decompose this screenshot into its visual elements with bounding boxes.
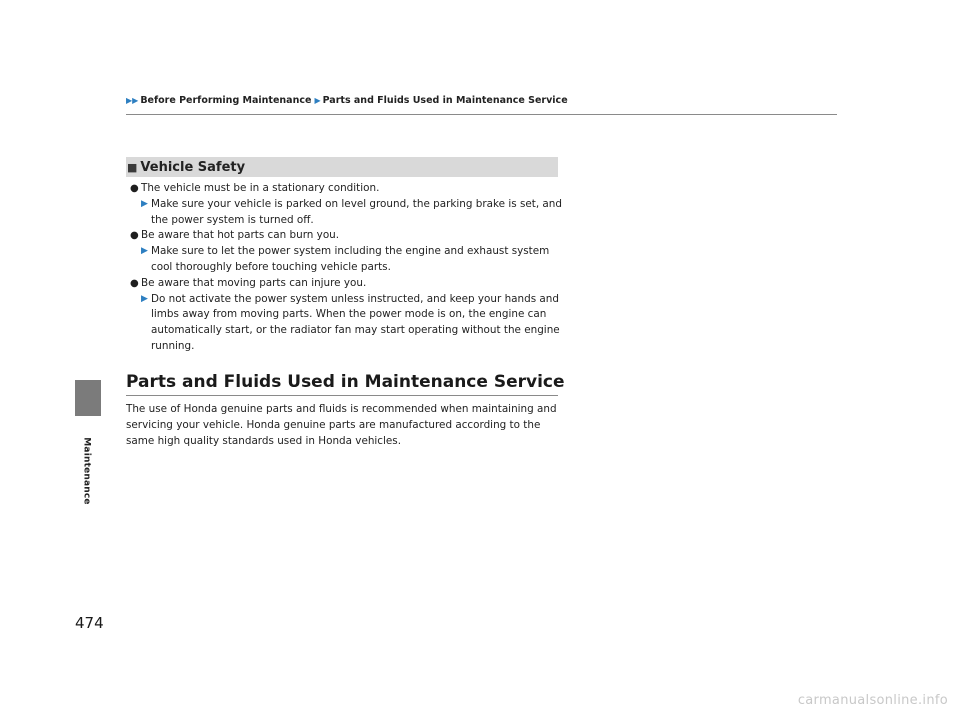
bullet-text: Be aware that moving parts can injure you.	[141, 276, 367, 289]
breadcrumb-item-before-maintenance[interactable]: Before Performing Maintenance	[140, 95, 312, 106]
arrow-right-icon: ▶	[141, 246, 148, 257]
breadcrumb-arrow-icon: ▶▶	[126, 96, 139, 105]
sub-bullet-text: Do not activate the power system unless instructed, and keep your hands and limbs away from moving parts. When the power mode is on, the engine can automatically start, or the radiator fan may start operating without the engine running.	[151, 292, 560, 352]
sub-bullet-text: Make sure your vehicle is parked on level ground, the parking brake is set, and the power system is turned off.	[151, 197, 562, 226]
parts-fluids-paragraph: The use of Honda genuine parts and fluids is recommended when maintaining and servicing your vehicle. Honda genuine parts are manufactured according to the same high quality standards used in Honda vehicles.	[126, 403, 557, 447]
sidebar-tab-label	[77, 436, 97, 506]
square-bullet-icon: ■	[127, 160, 138, 174]
list-sub-item	[130, 292, 562, 355]
sidebar-tab-marker	[75, 380, 101, 416]
sub-bullet-text: Make sure to let the power system including the engine and exhaust system cool thoroughly before touching vehicle parts.	[151, 245, 550, 273]
bullet-dot-icon: ●	[130, 277, 139, 289]
header-divider	[126, 114, 837, 115]
breadcrumb-arrow-icon: ▶	[314, 96, 321, 105]
watermark: carmanualsonline.info	[797, 693, 948, 708]
breadcrumb	[126, 95, 571, 106]
section-header-vehicle-safety	[126, 157, 558, 177]
list-item	[130, 228, 562, 244]
bullet-dot-icon: ●	[130, 230, 139, 242]
safety-bullet-list	[130, 181, 562, 355]
section-title: Vehicle Safety	[140, 159, 246, 175]
bullet-dot-icon: ●	[130, 183, 139, 194]
list-item	[130, 181, 562, 197]
list-sub-item	[130, 244, 562, 276]
page-number: 474	[75, 614, 104, 632]
breadcrumb-item-parts-fluids[interactable]: Parts and Fluids Used in Maintenance Service	[322, 95, 568, 106]
parts-fluids-heading: Parts and Fluids Used in Maintenance Service	[126, 372, 565, 392]
heading-divider	[126, 395, 558, 396]
list-item	[130, 276, 562, 292]
arrow-right-icon: ▶	[141, 293, 148, 304]
bullet-text: The vehicle must be in a stationary condition.	[141, 182, 380, 194]
sidebar-label-text: Maintenance	[82, 437, 92, 505]
bullet-text: Be aware that hot parts can burn you.	[141, 229, 340, 242]
list-sub-item	[130, 197, 562, 229]
arrow-right-icon: ▶	[141, 198, 148, 209]
